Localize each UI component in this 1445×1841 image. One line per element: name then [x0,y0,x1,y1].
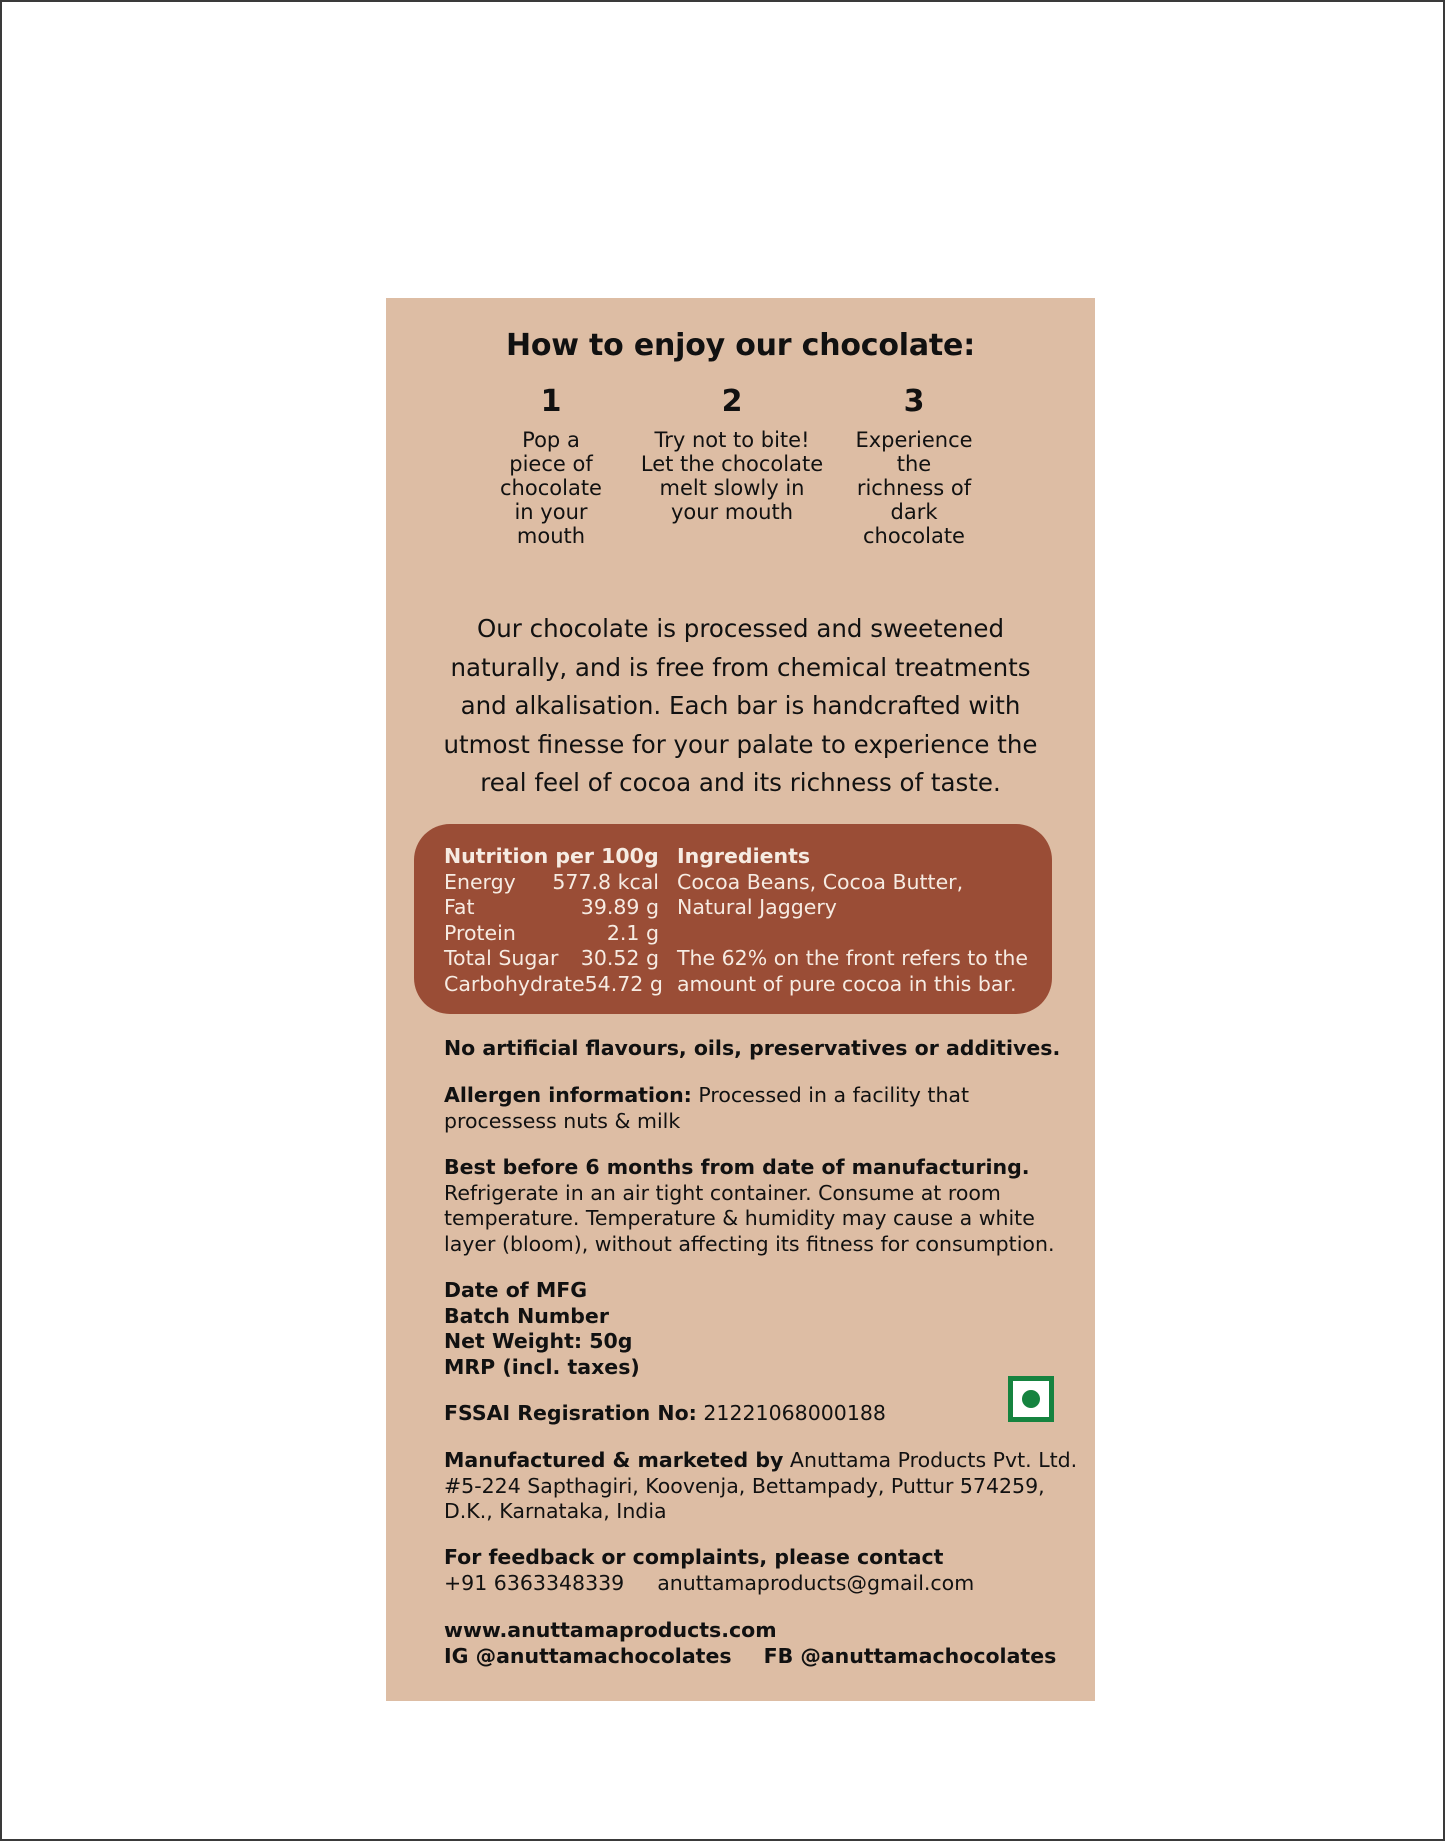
ingredients-line: Natural Jaggery [677,895,837,919]
net-weight: Net Weight: 50g [444,1329,633,1353]
step-1 [451,384,651,548]
veg-mark-dot [1022,1390,1040,1408]
storage-info [444,1155,1074,1257]
address-line: D.K., Karnataka, India [444,1499,667,1523]
no-artificial-text: No artificial flavours, oils, preservatives or additives. [444,1036,1061,1060]
ingredients-block [677,844,1037,997]
cocoa-note-line: amount of pure cocoa in this bar. [677,971,1017,996]
batch-number: Batch Number [444,1303,609,1328]
address-line: #5-224 Sapthagiri, Koovenja, Bettampady, Puttur 574259, [444,1473,1045,1498]
step-text: Experience the richness of dark chocolate [855,428,973,548]
storage-line: Refrigerate in an air tight container. Consume at room [444,1180,1001,1205]
phone-number: +91 6363348339 [444,1570,625,1595]
social-row [444,1644,1074,1670]
step-3 [814,384,1014,548]
label-panel [386,298,1095,1701]
step-text: Try not to bite! Let the chocolate melt slowly in your mouth [640,428,824,524]
how-to-title: How to enjoy our chocolate: [505,328,976,363]
date-of-mfg: Date of MFG [444,1278,588,1302]
manufacturer-label: Manufactured & marketed by [444,1448,784,1472]
fssai-info [444,1401,1074,1427]
nutrition-heading: Nutrition per 100g [444,844,659,868]
nutrient-name: Protein [444,920,516,945]
allergen-text: Processed in a facility that [691,1083,970,1107]
nutrient-name: Carbohydrate [444,971,585,996]
nutrient-name: Energy [444,869,516,894]
feedback-info [444,1545,1074,1596]
nutrition-table [444,844,663,997]
nutrient-name: Fat [444,895,475,919]
nutrition-row [444,895,659,921]
spacer [677,921,1037,947]
manufacturer-line [444,1448,1078,1474]
product-details [444,1278,1074,1380]
allergen-label: Allergen information: [444,1083,692,1107]
allergen-line [444,1083,1074,1109]
allergen-text-line: processess nuts & milk [444,1108,681,1133]
nutrition-box [414,824,1052,1014]
manufacturer-name: Anuttama Products Pvt. Ltd. [783,1448,1078,1472]
ingredients-heading: Ingredients [677,844,811,868]
website: www.anuttamaproducts.com [444,1618,777,1642]
nutrient-value: 54.72 g [584,971,663,996]
manufacturer-info [444,1448,1078,1525]
step-number: 1 [540,384,562,419]
fssai-number: 21221068000188 [696,1401,886,1425]
email-address: anuttamaproducts@gmail.com [657,1570,975,1595]
veg-mark-icon [1008,1376,1054,1422]
nutrient-value: 2.1 g [606,920,659,945]
nutrition-row [444,971,663,998]
step-number: 2 [721,384,743,419]
step-number: 3 [903,384,925,419]
contact-row [444,1571,1074,1597]
nutrition-row [444,946,659,972]
feedback-heading: For feedback or complaints, please contact [444,1545,944,1569]
mrp: MRP (incl. taxes) [444,1354,640,1379]
facebook-handle: FB @anuttamachocolates [763,1643,1057,1668]
allergen-info [444,1083,1074,1134]
best-before: Best before 6 months from date of manufacturing. [444,1155,1030,1179]
intro-paragraph: Our chocolate is processed and sweetened naturally, and is free from chemical treatments and alkalisation. Each bar is handcrafted with utmost finesse for your palate to experience the real feel of cocoa and its richness of taste. [443,614,1038,797]
step-text: Pop a piece of chocolate in your mouth [500,428,602,548]
cocoa-note-line: The 62% on the front refers to the [677,946,1029,970]
web-info [444,1618,1074,1669]
fssai-label: FSSAI Regisration No: [444,1401,697,1425]
ingredients-line: Cocoa Beans, Cocoa Butter, [677,869,964,894]
instagram-handle: IG @anuttamachocolates [444,1643,732,1668]
nutrient-name: Total Sugar [444,946,559,970]
nutrient-value: 39.89 g [580,895,659,919]
fssai-line [444,1401,1074,1427]
step-2 [632,384,832,524]
nutrient-value: 30.52 g [580,946,659,970]
nutrition-row [444,870,659,896]
storage-line: layer (bloom), without affecting its fitness for consumption. [444,1231,1055,1256]
nutrient-value: 577.8 kcal [552,869,659,894]
no-artificial-statement [444,1036,1074,1062]
storage-line: temperature. Temperature & humidity may cause a white [444,1206,1035,1230]
nutrition-row [444,921,659,947]
